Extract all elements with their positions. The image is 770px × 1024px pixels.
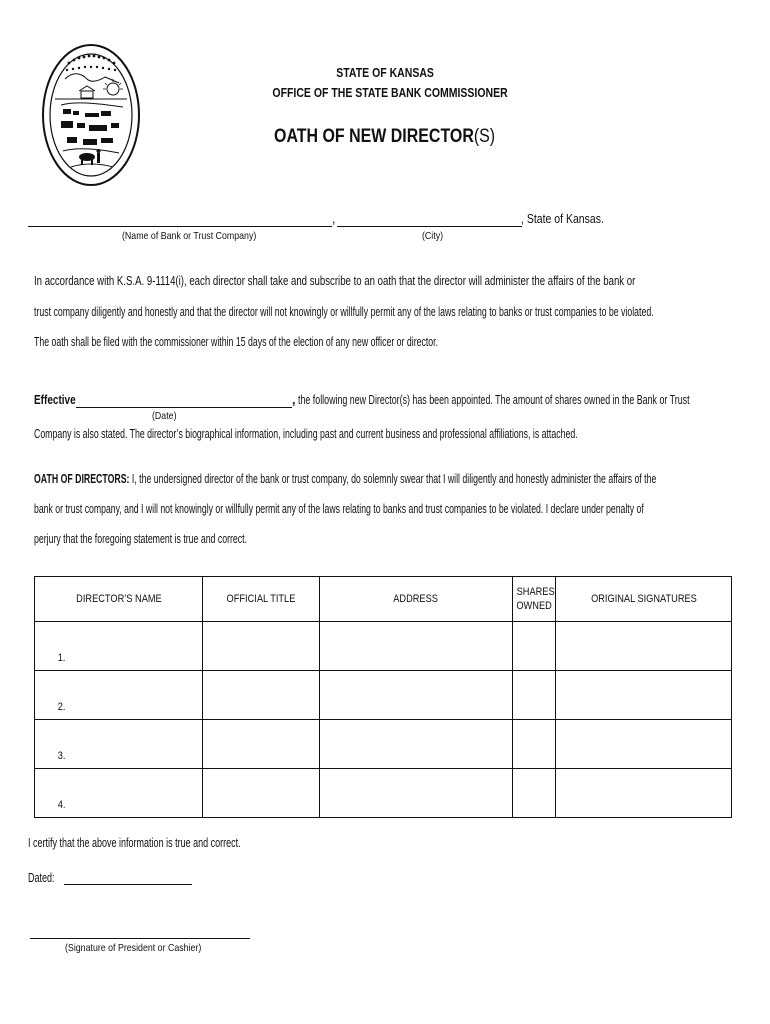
- directors-table: [34, 576, 732, 818]
- row-number: 4.: [57, 799, 66, 811]
- dated-field[interactable]: [64, 884, 192, 885]
- signature-cell[interactable]: [556, 671, 732, 720]
- table-row: [35, 671, 732, 720]
- address-cell[interactable]: [320, 720, 513, 769]
- signature-caption: (Signature of President or Cashier): [65, 942, 202, 954]
- table-header-row: [35, 577, 732, 622]
- oath-line-3: perjury that the foregoing statement is true and correct.: [34, 532, 248, 546]
- shares-owned-cell[interactable]: [513, 622, 556, 671]
- header-original-signatures: ORIGINAL SIGNATURES: [556, 577, 732, 622]
- shares-owned-cell[interactable]: [513, 720, 556, 769]
- intro-line-3: The oath shall be filed with the commissioner within 15 days of the election of any new officer or director.: [34, 335, 439, 349]
- date-caption: (Date): [152, 410, 177, 422]
- row-number: 3.: [57, 750, 66, 762]
- official-title-cell[interactable]: [203, 720, 320, 769]
- director-name-cell[interactable]: [35, 671, 203, 720]
- dated-label: Dated:: [28, 871, 55, 885]
- kansas-state-seal: [41, 43, 141, 187]
- certify-statement: I certify that the above information is true and correct.: [28, 836, 241, 850]
- city-caption: (City): [422, 230, 444, 242]
- bank-name-caption: (Name of Bank or Trust Company): [122, 230, 257, 242]
- header-directors-name: DIRECTOR’S NAME: [35, 577, 203, 622]
- row-number: 1.: [57, 652, 66, 664]
- oath-line-1: OATH OF DIRECTORS: I, the undersigned director of the bank or trust company, do solemnly swear that I will diligently and honestly administer the affairs of the: [34, 472, 657, 486]
- header-address: ADDRESS: [320, 577, 513, 622]
- state-suffix: , State of Kansas.: [521, 212, 604, 226]
- table-row: [35, 622, 732, 671]
- official-title-cell[interactable]: [203, 769, 320, 818]
- director-name-cell[interactable]: [35, 720, 203, 769]
- signature-cell[interactable]: [556, 622, 732, 671]
- oath-line-2: bank or trust company, and I will not knowingly or willfully permit any of the laws relating to banks and trust companies to be violated. I declare under penalty of: [34, 502, 644, 516]
- row-number: 2.: [57, 701, 66, 713]
- official-title-cell[interactable]: [203, 622, 320, 671]
- address-cell[interactable]: [320, 671, 513, 720]
- signature-cell[interactable]: [556, 720, 732, 769]
- table-row: [35, 720, 732, 769]
- director-name-cell[interactable]: [35, 622, 203, 671]
- effective-label: Effective: [34, 393, 76, 407]
- signature-field[interactable]: [30, 938, 250, 939]
- official-title-cell[interactable]: [203, 671, 320, 720]
- header-official-title: OFFICIAL TITLE: [203, 577, 320, 622]
- shares-owned-cell[interactable]: [513, 769, 556, 818]
- effective-date-field[interactable]: [76, 407, 292, 408]
- director-name-cell[interactable]: [35, 769, 203, 818]
- signature-cell[interactable]: [556, 769, 732, 818]
- address-cell[interactable]: [320, 622, 513, 671]
- effective-line-1: the following new Director(s) has been appointed. The amount of shares owned in the Bank or Trust: [298, 393, 690, 407]
- table-row: [35, 769, 732, 818]
- address-cell[interactable]: [320, 769, 513, 818]
- comma-separator: ,: [332, 212, 336, 226]
- intro-line-2: trust company diligently and honestly and that the director will not knowingly or willfully permit any of the laws relating to banks or trust companies to be violated.: [34, 305, 654, 319]
- effective-comma: ,: [292, 393, 296, 407]
- intro-line-1: In accordance with K.S.A. 9-1114(i), each director shall take and subscribe to an oath that the director will administer the affairs of the bank or: [34, 274, 636, 288]
- state-heading: STATE OF KANSAS: [336, 66, 434, 80]
- office-heading: OFFICE OF THE STATE BANK COMMISSIONER: [272, 86, 508, 100]
- form-title: OATH OF NEW DIRECTOR(S): [274, 126, 496, 147]
- header-shares-owned: SHARES OWNED: [513, 577, 556, 622]
- bank-name-field[interactable]: [28, 226, 332, 227]
- shares-owned-cell[interactable]: [513, 671, 556, 720]
- effective-line-2: Company is also stated. The director’s biographical information, including past and current business and professional affiliations, is attached.: [34, 427, 578, 441]
- city-field[interactable]: [337, 226, 522, 227]
